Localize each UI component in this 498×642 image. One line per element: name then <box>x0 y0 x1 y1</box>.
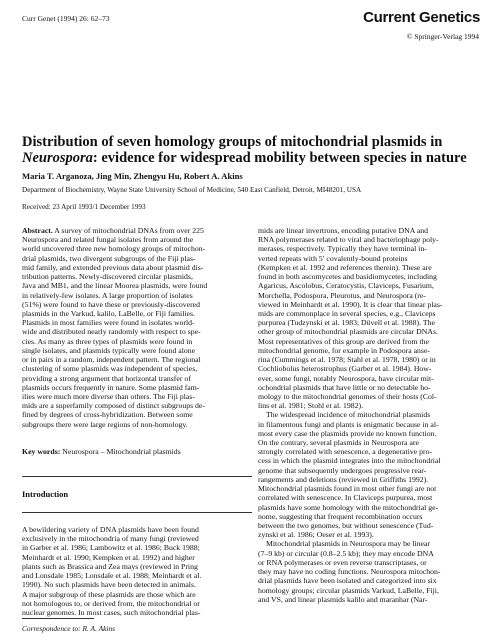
text-line <box>22 392 252 401</box>
article-title <box>22 134 482 166</box>
text-line <box>258 392 480 401</box>
text-line-content: single isolates, and plasmids typically were found alone <box>22 345 196 355</box>
text-line-content: plasmids occurs frequently in nature. Some plasmid fam- <box>22 382 200 392</box>
text-line <box>22 244 252 253</box>
text-line-content: homology groups; circular plasmids Varkud, LaBelle, Fiji, <box>258 585 439 595</box>
abstract-label: Abstract. <box>22 226 53 235</box>
text-line-content: (Kempken et al. 1992 and references therein). These are <box>258 262 432 272</box>
text-line-content: merases, respectively. Typically they have terminal in- <box>258 244 427 254</box>
text-line-content: (51%) were found to have these or previously-discovered <box>22 299 200 309</box>
text-line-content: between the two genomes, but without senescence (Tud- <box>258 521 434 530</box>
text-line <box>22 401 252 410</box>
text-line-content: A major subgroup of these plasmids are those which are <box>22 589 196 599</box>
text-line <box>22 580 252 589</box>
text-line <box>22 374 252 383</box>
right-column-body <box>258 226 480 604</box>
text-line-content: subgroups there were large regions of non-homology. <box>22 419 188 429</box>
text-line-content: RNA polymerases related to viral and bacteriophage poly- <box>258 235 439 245</box>
text-line <box>22 300 252 309</box>
text-line-content: Cochliobolus heterostrophus (Garber et al. 1984). How- <box>258 364 432 374</box>
text-line-content: ever, some fungi, notably Neurospora, have circular mit- <box>258 373 434 383</box>
author-list: Maria T. Arganoza, Jing Min, Zhengyu Hu, Robert A. Akins <box>22 171 243 181</box>
text-line <box>22 355 252 364</box>
text-line <box>258 364 480 373</box>
text-line <box>258 567 480 576</box>
text-line-content: in filamentous fungi and plants is enigmatic because in al- <box>258 419 439 429</box>
text-line-content: mids are a superfamily composed of distinct subgroups de- <box>22 401 205 411</box>
text-line-content: clustering of some plasmids was independent of species, <box>22 364 198 374</box>
text-line-content: cess in which the plasmid integrates into the mitochondrial <box>258 456 441 466</box>
received-dates: Received: 23 April 1993/1 December 1993 <box>22 203 146 211</box>
text-line-content: world uncovered three new homology groups of mitochon- <box>22 244 206 254</box>
introduction-heading: Introduction <box>22 489 69 499</box>
text-line-content: mology to the mitochondrial genomes of their hosts (Col- <box>258 391 437 401</box>
text-line-content: and Lonsdale 1985; Lonsdale et al. 1988; Meinhardt et al. <box>22 571 202 581</box>
keywords <box>22 447 252 456</box>
section-divider <box>22 476 252 477</box>
text-line-content: Mitochondrial plasmids in Neurospora may be linear <box>266 539 431 549</box>
title-part-1: Distribution of seven homology groups of mitochondrial plasmids in <box>22 134 443 150</box>
text-line-content: in Garber et al. 1986; Lambowitz et al. 1986; Buck 1988; <box>22 543 200 553</box>
text-line-content: viewed in Meinhardt et al. 1990). It is clear that linear plas- <box>258 299 443 309</box>
text-line <box>22 364 252 373</box>
text-line-content: On the contrary, several plasmids in Neurospora are <box>258 438 419 448</box>
text-line-content: strongly correlated with senescence, a degenerative pro- <box>258 447 433 457</box>
text-line <box>22 226 252 235</box>
text-line-content: mitochondrial genome, for example in Podospora anse- <box>258 345 430 355</box>
text-line-content: mids are linear invertrons, encoding putative DNA and <box>258 226 429 235</box>
text-line-content: drial plasmids, two divergent subgroups of the Fiji plas- <box>22 253 196 263</box>
introduction-body <box>22 525 252 617</box>
text-line-content: plasmids have some homology with the mitochondrial ge- <box>258 502 439 512</box>
text-line <box>22 553 252 562</box>
text-line-content: The widespread incidence of mitochondrial plasmids <box>266 410 431 420</box>
text-line <box>258 226 480 235</box>
text-line <box>258 493 480 502</box>
text-line-content: fined by degrees of cross-hybridization. Between some <box>22 410 193 420</box>
text-line-content: plasmids in the Varkud, kalilo, LaBelle, or Fiji families. <box>22 308 195 318</box>
journal-citation: Curr Genet (1994) 26: 62–73 <box>22 14 110 23</box>
text-line-content: Agaricus, Ascolobus, Ceratocystis, Claviceps, Fusarium, <box>258 281 434 291</box>
text-line-content: 1990). No such plasmids have been detected in animals. <box>22 580 196 590</box>
text-line <box>22 590 252 599</box>
journal-name: Current Genetics <box>363 9 480 26</box>
text-line-content: rina (Cummings et al. 1978; Stahl et al. 1978, 1980) or in <box>258 355 436 365</box>
text-line <box>258 466 480 475</box>
text-line-content: Meinhardt et al. 1990; Kempken et al. 1992) and higher <box>22 552 195 562</box>
text-line <box>258 456 480 465</box>
text-line <box>22 383 252 392</box>
text-line-content: Plasmids in most families were found in isolates world- <box>22 318 195 328</box>
text-line <box>258 355 480 364</box>
correspondence-note: Correspondence to: R. A. Akins <box>22 624 116 633</box>
text-line <box>258 503 480 512</box>
text-line <box>258 300 480 309</box>
text-line-content: purpurea (Tudzynski et al. 1983; Düvell et al. 1988). The <box>258 318 435 328</box>
keywords-label: Key words: <box>22 447 61 456</box>
text-line-content: rangements and deletions (reviewed in Griffiths 1992). <box>258 474 429 484</box>
text-line <box>258 530 480 539</box>
text-line-content: mids are commonplace in several species, e.g., Claviceps <box>258 308 436 318</box>
text-line <box>258 429 480 438</box>
text-line <box>22 608 252 617</box>
text-line <box>258 327 480 336</box>
copyright-notice: © Springer-Verlag 1994 <box>406 32 479 41</box>
text-line <box>22 420 252 429</box>
text-line-content: and VS, and linear plasmids kalilo and maranhar (Nar- <box>258 594 428 604</box>
text-line <box>258 281 480 290</box>
text-line-content: A survey of mitochondrial DNAs from over 225 <box>52 226 204 235</box>
footnote-rule <box>22 618 94 619</box>
text-line <box>258 244 480 253</box>
text-line-content: mid family, and extended previous data about plasmid dis- <box>22 262 204 272</box>
text-line <box>258 576 480 585</box>
text-line-content: verted repeats with 5′ covalently-bound proteins <box>258 253 408 263</box>
text-line-content: cies. As many as three types of plasmids were found in <box>22 336 193 346</box>
text-line <box>22 291 252 300</box>
text-line-content: nuclear genomes. In most cases, such mitochondrial plas- <box>22 607 201 617</box>
text-line <box>258 549 480 558</box>
text-line <box>258 291 480 300</box>
text-line <box>258 438 480 447</box>
text-line <box>22 410 252 419</box>
text-line-content: other group of mitochondrial plasmids are circular DNAs. <box>258 327 438 337</box>
text-line <box>22 318 252 327</box>
text-line <box>22 346 252 355</box>
text-line <box>258 374 480 383</box>
text-line <box>22 599 252 608</box>
text-line <box>22 281 252 290</box>
text-line <box>258 484 480 493</box>
text-line-content: genome that subsequently undergoes progressive rear- <box>258 465 427 475</box>
text-line <box>258 318 480 327</box>
text-line <box>258 254 480 263</box>
text-line <box>258 512 480 521</box>
text-line <box>258 401 480 410</box>
text-line <box>258 586 480 595</box>
text-line-content: drial plasmids have been isolated and categorized into six <box>258 576 437 586</box>
text-line-content: Most representatives of this group are derived from the <box>258 336 429 346</box>
text-line <box>258 447 480 456</box>
text-line-content: exclusively in the mitochondria of many fungi (reviewed <box>22 534 199 544</box>
text-line-content: not homologous to, or derived from, the mitochondrial or <box>22 598 200 608</box>
text-line-content: correlated with senescence. In Claviceps purpurea, most <box>258 493 433 503</box>
text-line <box>258 410 480 419</box>
text-line-content: most every case the plasmids provide no known function. <box>258 428 437 438</box>
text-line-content: tribution patterns. Newly-discovered circular plasmids, <box>22 272 193 282</box>
text-line-content: in relatively-few isolates. A large proportion of isolates <box>22 290 193 300</box>
text-line-content: plants such as Brassica and Zea mays (reviewed in Pring <box>22 561 198 571</box>
text-line <box>258 263 480 272</box>
text-line <box>22 254 252 263</box>
title-italic-genus: Neurospora <box>22 150 93 166</box>
text-line-content: Mitochondrial plasmids found in most other fungi are not <box>258 484 437 494</box>
text-line-content: providing a strong argument that horizontal transfer of <box>22 373 191 383</box>
text-line <box>258 337 480 346</box>
text-line <box>258 539 480 548</box>
text-line <box>258 420 480 429</box>
text-line <box>258 558 480 567</box>
text-line-content: ilies were much more diverse than others. The Fiji plas- <box>22 391 195 401</box>
text-line <box>258 475 480 484</box>
text-line-content: zynski et al. 1986; Oeser et al. 1993). <box>258 530 374 540</box>
text-line <box>258 383 480 392</box>
text-line <box>22 543 252 552</box>
text-line-content: or in pairs in a random, independent pattern. The regional <box>22 355 201 365</box>
text-line-content: or RNA polymerases or even reverse transcriptases, or <box>258 557 427 567</box>
text-line-content: found in both ascomycetes and basidiomycetes, including <box>258 272 437 282</box>
text-line-content: (7–9 kb) or circular (0.8–2.5 kb); they may encode DNA <box>258 548 434 558</box>
text-line-content: wide and distributed nearly randomly with respect to spe- <box>22 327 201 337</box>
text-line-content: they may have no coding functions. Neurospora mitochon- <box>258 567 441 577</box>
text-line-content: Morchella, Podospora, Pleurotus, and Neurospora (re- <box>258 290 426 300</box>
title-part-2: : evidence for widespread mobility between species in nature <box>92 150 467 166</box>
text-line <box>22 272 252 281</box>
text-line <box>22 309 252 318</box>
text-line-content: lins et al. 1981; Stohl et al. 1982). <box>258 401 364 411</box>
text-line <box>22 337 252 346</box>
text-line <box>258 346 480 355</box>
text-line <box>258 235 480 244</box>
text-line <box>22 525 252 534</box>
text-line-content: ochondrial plasmids that have little or no detectable ho- <box>258 382 431 392</box>
section-divider <box>22 512 252 513</box>
abstract <box>22 226 252 429</box>
text-line <box>258 309 480 318</box>
text-line <box>22 562 252 571</box>
text-line <box>22 235 252 244</box>
text-line <box>258 272 480 281</box>
text-line <box>258 521 480 530</box>
text-line <box>22 571 252 580</box>
text-line <box>22 327 252 336</box>
text-line-content: A bewildering variety of DNA plasmids have been found <box>22 525 199 534</box>
keywords-text: Neurospora – Mitochondrial plasmids <box>60 447 181 456</box>
text-line-content: Neurospora and related fungal isolates from around the <box>22 235 194 245</box>
text-line-content: nome, suggesting that frequent recombination occurs <box>258 511 423 521</box>
affiliation: Department of Biochemistry, Wayne State University School of Medicine, 540 East Canfield, Detroit, MI48201, USA <box>22 186 362 194</box>
text-line <box>22 263 252 272</box>
text-line <box>258 595 480 604</box>
text-line-content: Java and MB1, and the linear Moorea plasmids, were found <box>22 281 208 291</box>
text-line <box>22 534 252 543</box>
